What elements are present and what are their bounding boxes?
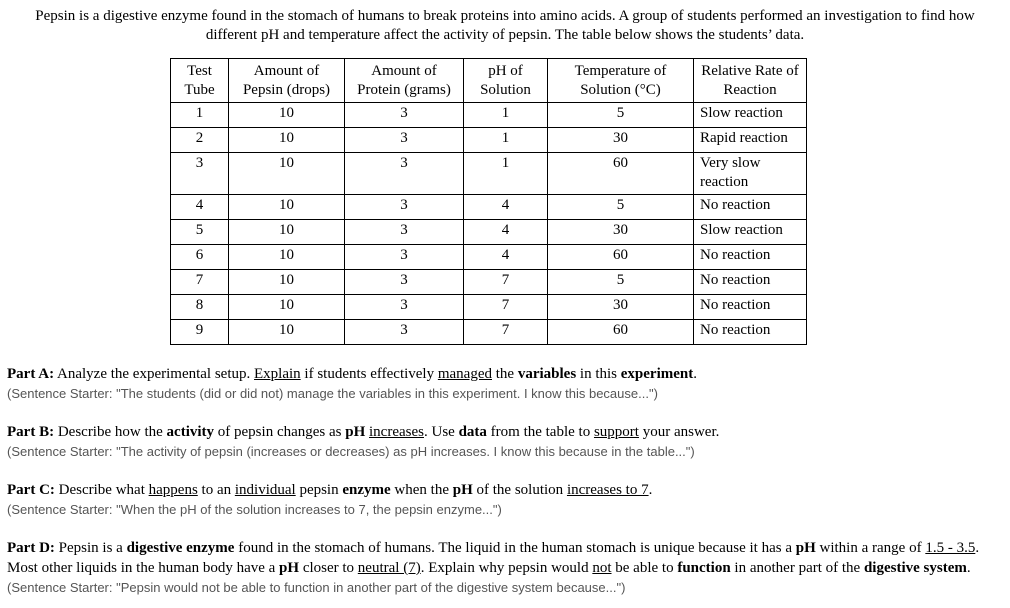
table-cell: 3 xyxy=(345,270,464,295)
part-a-question xyxy=(7,364,1002,403)
table-cell: 5 xyxy=(548,103,694,128)
table-cell: 6 xyxy=(171,245,229,270)
text-segment: 1.5 - 3.5 xyxy=(925,540,976,556)
text-segment: pH xyxy=(279,560,300,576)
part-c-question xyxy=(7,480,1002,519)
table-cell: 3 xyxy=(345,245,464,270)
text-segment: Pepsin is a xyxy=(54,540,127,556)
text-segment: managed xyxy=(437,366,492,382)
part-a-prompt xyxy=(7,364,1002,384)
text-segment: in this xyxy=(576,366,621,382)
text-segment: activity xyxy=(166,424,215,440)
table-cell: 4 xyxy=(464,220,548,245)
table-row xyxy=(171,245,807,270)
table-header xyxy=(171,59,807,103)
table-cell: 5 xyxy=(548,270,694,295)
table-cell: 30 xyxy=(548,220,694,245)
part-c-sentence-starter: (Sentence Starter: "When the pH of the solution increases to 7, the pepsin enzyme...") xyxy=(7,502,502,517)
table-cell: 7 xyxy=(464,320,548,345)
table-row xyxy=(171,320,807,345)
table-cell: 3 xyxy=(345,195,464,220)
table-cell: 10 xyxy=(229,195,345,220)
part-b-prompt xyxy=(7,422,1002,442)
text-segment: increases xyxy=(369,424,424,440)
part-d-question xyxy=(7,538,1002,597)
text-segment: Describe how the xyxy=(54,424,167,440)
text-segment: Analyze the experimental setup. xyxy=(54,366,255,382)
table-cell: 1 xyxy=(464,103,548,128)
part-c-prompt xyxy=(7,480,1002,500)
text-segment: increases to 7 xyxy=(566,482,649,498)
table-cell: 10 xyxy=(229,270,345,295)
text-segment: individual xyxy=(234,482,296,498)
table-cell: No reaction xyxy=(694,245,807,270)
text-segment: neutral (7) xyxy=(357,560,421,576)
table-cell: 10 xyxy=(229,103,345,128)
text-segment: happens xyxy=(148,482,198,498)
column-header: pH of Solution xyxy=(464,59,548,103)
table-cell: 30 xyxy=(548,128,694,153)
table-row xyxy=(171,220,807,245)
table-cell: 5 xyxy=(171,220,229,245)
text-segment: pH xyxy=(795,540,816,556)
text-segment: if students effectively xyxy=(300,366,438,382)
table-cell: 30 xyxy=(548,295,694,320)
text-segment: . xyxy=(648,482,653,498)
text-segment: not xyxy=(592,560,612,576)
table-cell: No reaction xyxy=(694,195,807,220)
table-cell: 3 xyxy=(345,320,464,345)
table-cell: 3 xyxy=(345,153,464,195)
table-body xyxy=(171,103,807,345)
table-cell: 5 xyxy=(548,195,694,220)
table-cell: Slow reaction xyxy=(694,103,807,128)
text-segment: . Explain why pepsin would xyxy=(420,560,593,576)
table-cell: 3 xyxy=(171,153,229,195)
table-cell: 7 xyxy=(171,270,229,295)
table-cell: Rapid reaction xyxy=(694,128,807,153)
text-segment: when the xyxy=(390,482,453,498)
table-row xyxy=(171,128,807,153)
table-cell: 60 xyxy=(548,320,694,345)
table-row xyxy=(171,153,807,195)
text-segment: enzyme xyxy=(342,482,391,498)
table-cell: Slow reaction xyxy=(694,220,807,245)
text-segment: within a range of xyxy=(815,540,926,556)
text-segment: pH xyxy=(345,424,366,440)
part-d-sentence-starter: (Sentence Starter: "Pepsin would not be able to function in another part of the digestive system because...") xyxy=(7,580,626,595)
part-d-prompt xyxy=(7,538,1002,578)
table-cell: 2 xyxy=(171,128,229,153)
intro-paragraph: Pepsin is a digestive enzyme found in the stomach of humans to break proteins into amino acids. A group of students performed an investigation to find how different pH and temperature affect the activity of pepsin. The table below shows the students’ data. xyxy=(35,8,975,43)
text-segment: be able to xyxy=(611,560,678,576)
text-segment: closer to xyxy=(299,560,358,576)
text-segment: your answer. xyxy=(638,424,720,440)
table-cell: 3 xyxy=(345,295,464,320)
text-segment: of pepsin changes as xyxy=(214,424,346,440)
text-segment: from the table to xyxy=(486,424,594,440)
table-cell: 4 xyxy=(171,195,229,220)
table-cell: 60 xyxy=(548,245,694,270)
table-row xyxy=(171,270,807,295)
text-segment: experiment xyxy=(620,366,694,382)
text-segment: Part B: xyxy=(7,424,55,440)
table-cell: 9 xyxy=(171,320,229,345)
text-segment: the xyxy=(492,366,518,382)
table-cell: 3 xyxy=(345,103,464,128)
part-a-sentence-starter: (Sentence Starter: "The students (did or did not) manage the variables in this experiment. I know this because...") xyxy=(7,386,658,401)
text-segment: . xyxy=(966,560,971,576)
text-segment: digestive enzyme xyxy=(126,540,235,556)
text-segment: function xyxy=(677,560,731,576)
table-cell: 60 xyxy=(548,153,694,195)
table-cell: No reaction xyxy=(694,295,807,320)
text-segment: pH xyxy=(452,482,473,498)
text-segment: Explain xyxy=(254,366,301,382)
table-cell: 7 xyxy=(464,295,548,320)
text-segment: to an xyxy=(197,482,235,498)
column-header: Amount of Pepsin (drops) xyxy=(229,59,345,103)
table-cell: No reaction xyxy=(694,270,807,295)
text-segment: digestive system xyxy=(863,560,967,576)
part-b-sentence-starter: (Sentence Starter: "The activity of pepsin (increases or decreases) as pH increases. I know this because in the table...") xyxy=(7,444,695,459)
column-header: Relative Rate of Reaction xyxy=(694,59,807,103)
table-cell: 10 xyxy=(229,245,345,270)
data-table xyxy=(170,58,807,345)
text-segment: . Most other liquids in the human body have a xyxy=(7,540,980,576)
text-segment: of the solution xyxy=(472,482,567,498)
text-segment: variables xyxy=(517,366,577,382)
table-cell: Very slow reaction xyxy=(694,153,807,195)
column-header: Test Tube xyxy=(171,59,229,103)
text-segment: Part C: xyxy=(7,482,55,498)
table-row xyxy=(171,103,807,128)
table-cell: 10 xyxy=(229,128,345,153)
table-cell: 1 xyxy=(464,153,548,195)
column-header: Amount of Protein (grams) xyxy=(345,59,464,103)
table-cell: 1 xyxy=(464,128,548,153)
text-segment: . xyxy=(693,366,697,382)
table-cell: 8 xyxy=(171,295,229,320)
questions-section xyxy=(7,364,1002,597)
table-cell: 4 xyxy=(464,245,548,270)
column-header: Temperature of Solution (°C) xyxy=(548,59,694,103)
table-cell: 10 xyxy=(229,320,345,345)
text-segment: data xyxy=(458,424,487,440)
table-cell: 4 xyxy=(464,195,548,220)
text-segment: Part A: xyxy=(7,366,55,382)
table-row xyxy=(171,295,807,320)
text-segment: Describe what xyxy=(54,482,149,498)
text-segment: in another part of the xyxy=(730,560,864,576)
table-cell: 3 xyxy=(345,220,464,245)
text-segment: found in the stomach of humans. The liquid in the human stomach is unique because it has a xyxy=(234,540,796,556)
table-cell: 10 xyxy=(229,295,345,320)
table-cell: No reaction xyxy=(694,320,807,345)
table-cell: 1 xyxy=(171,103,229,128)
text-segment: pepsin xyxy=(295,482,343,498)
table-cell: 3 xyxy=(345,128,464,153)
table-header-row xyxy=(171,59,807,103)
part-b-question xyxy=(7,422,1002,461)
text-segment: . Use xyxy=(423,424,459,440)
table-cell: 7 xyxy=(464,270,548,295)
table-cell: 10 xyxy=(229,153,345,195)
text-segment: support xyxy=(593,424,639,440)
table-cell: 10 xyxy=(229,220,345,245)
table-row xyxy=(171,195,807,220)
text-segment: Part D: xyxy=(7,540,55,556)
